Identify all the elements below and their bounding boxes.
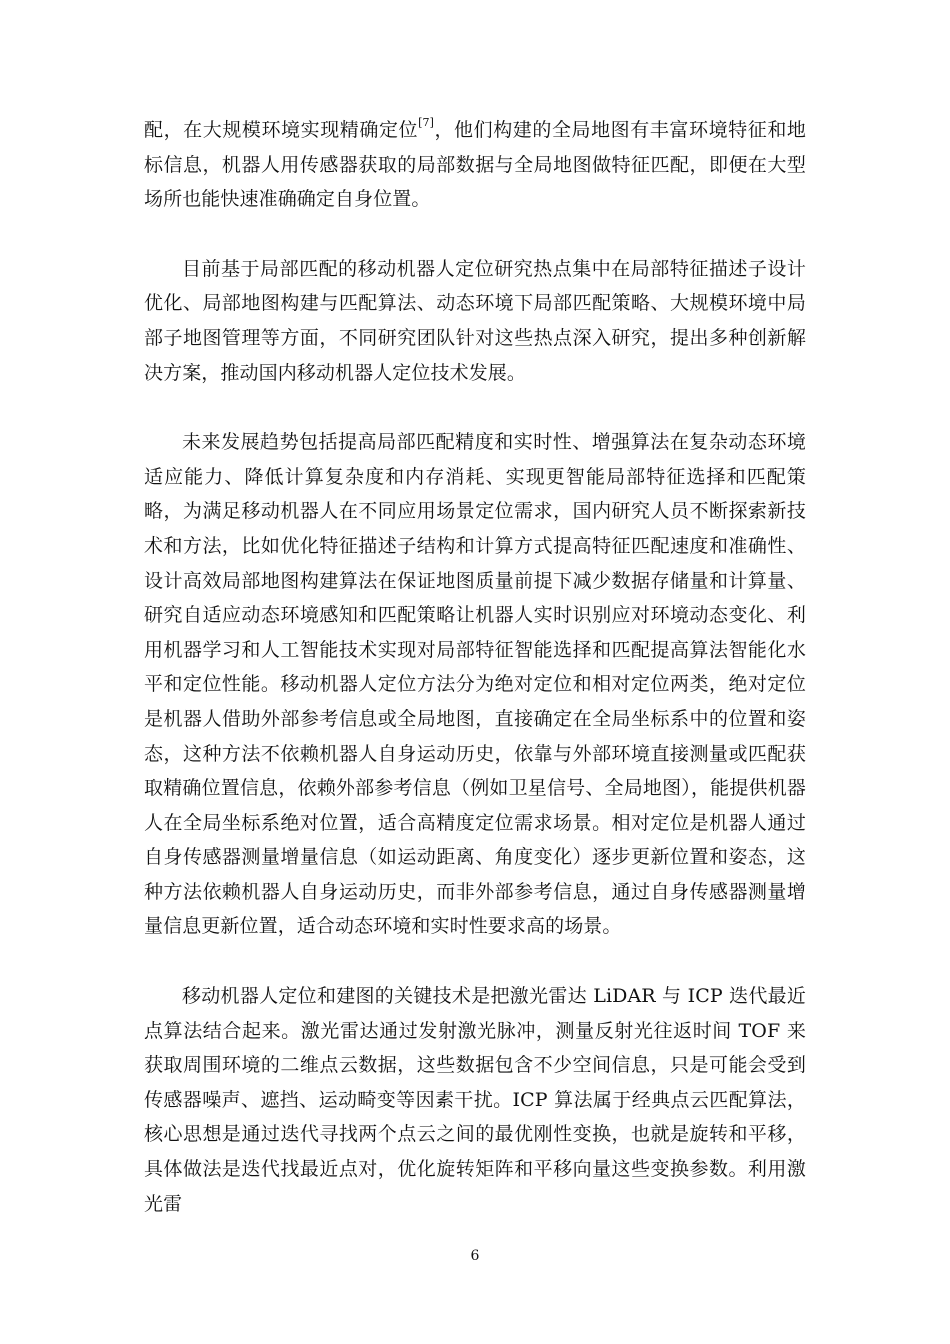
citation-marker: [7] xyxy=(418,116,434,129)
body-text xyxy=(144,113,806,1221)
paragraph-2: 目前基于局部匹配的移动机器人定位研究热点集中在局部特征描述子设计优化、局部地图构建与匹配算法、动态环境下局部匹配策略、大规模环境中局部子地图管理等方面，不同研究团队针对这些热点深入研究，提出多种创新解决方案，推动国内移动机器人定位技术发展。 xyxy=(144,257,806,384)
page-number: 6 xyxy=(470,1248,480,1264)
paragraph-1-text-continued: ，他们构建的全局地图有丰富环境特征和地标信息，机器人用传感器获取的局部数据与全局地图做特征匹配，即便在大型场所也能快速准确确定自身位置。 xyxy=(144,119,806,211)
paragraph-4: 移动机器人定位和建图的关键技术是把激光雷达 LiDAR 与 ICP 迭代最近点算法结合起来。激光雷达通过发射激光脉冲，测量反射光往返时间 TOF 来获取周围环境的二维点云数据，这些数据包含不少空间信息，只是可能会受到传感器噪声、遮挡、运动畸变等因素干扰。ICP 算法属于经典点云匹配算法，核心思想是通过迭代寻找两个点云之间的最优刚性变换，也就是旋转和平移，具体做法是迭代找最近点对，优化旋转矩阵和平移向量这些变换参数。利用激光雷 xyxy=(144,985,806,1215)
paragraph-1-text: 配，在大规模环境实现精确定位 xyxy=(144,119,419,141)
paragraph-3: 未来发展趋势包括提高局部匹配精度和实时性、增强算法在复杂动态环境适应能力、降低计算复杂度和内存消耗、实现更智能局部特征选择和匹配策略，为满足移动机器人在不同应用场景定位需求，国内研究人员不断探索新技术和方法，比如优化特征描述子结构和计算方式提高特征匹配速度和准确性、设计高效局部地图构建算法在保证地图质量前提下减少数据存储量和计算量、研究自适应动态环境感知和匹配策略让机器人实时识别应对环境动态变化、利用机器学习和人工智能技术实现对局部特征智能选择和匹配提高算法智能化水平和定位性能。移动机器人定位方法分为绝对定位和相对定位两类，绝对定位是机器人借助外部参考信息或全局地图，直接确定在全局坐标系中的位置和姿态，这种方法不依赖机器人自身运动历史，依靠与外部环境直接测量或匹配获取精确位置信息，依赖外部参考信息（例如卫星信号、全局地图），能提供机器人在全局坐标系绝对位置，适合高精度定位需求场景。相对定位是机器人通过自身传感器测量增量信息（如运动距离、角度变化）逐步更新位置和姿态，这种方法依赖机器人自身运动历史，而非外部参考信息，通过自身传感器测量增量信息更新位置，适合动态环境和实时性要求高的场景。 xyxy=(144,431,806,938)
paragraph-1 xyxy=(144,113,806,217)
